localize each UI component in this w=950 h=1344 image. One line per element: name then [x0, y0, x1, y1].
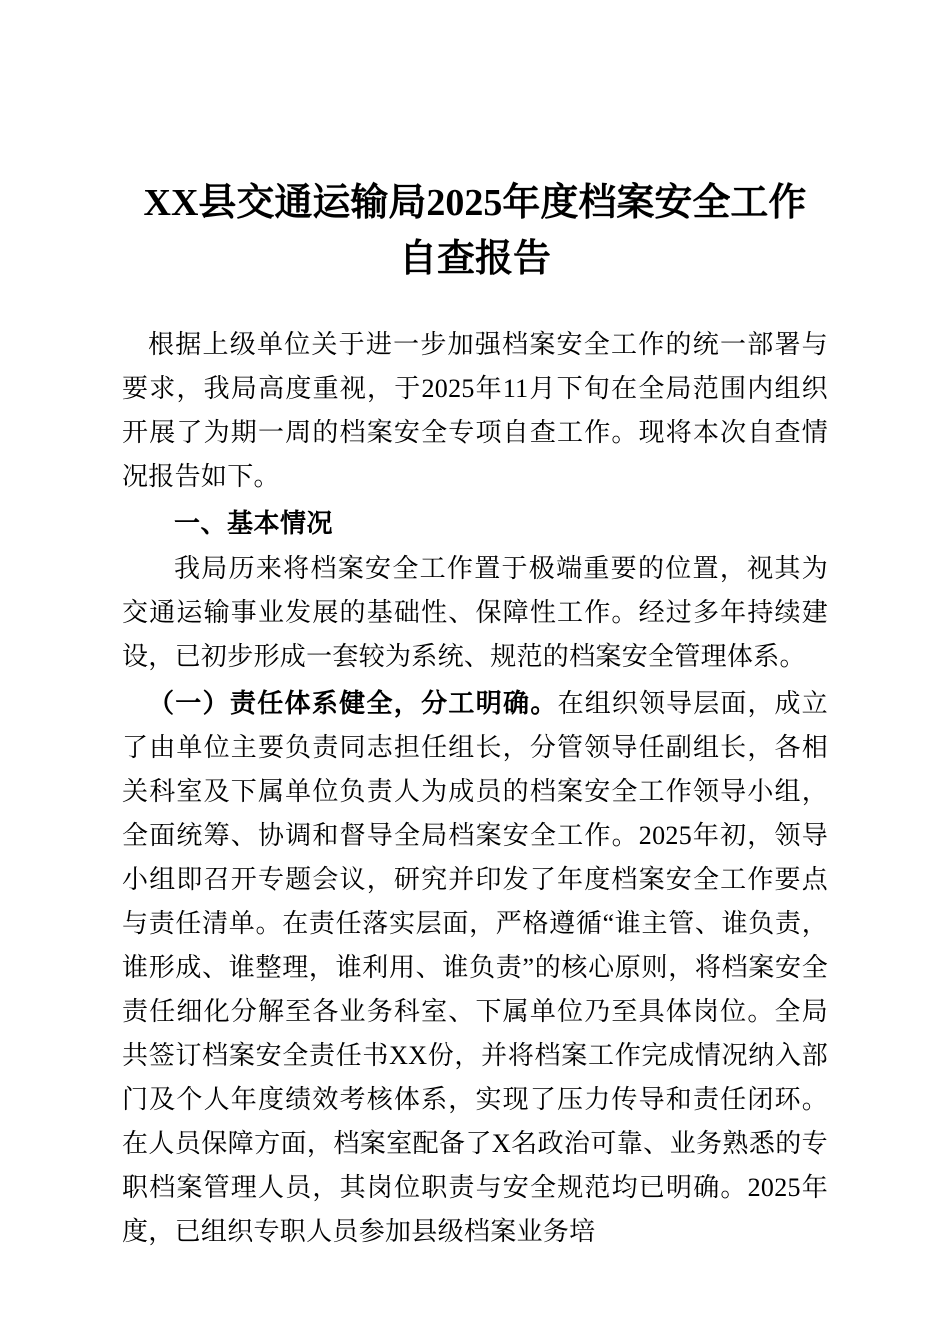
paragraph-text: 一、基本情况 — [174, 508, 334, 538]
paragraph — [122, 681, 828, 1254]
paragraph-text: 在组织领导层面，成立了由单位主要负责同志担任组长，分管领导任副组长，各相关科室及下属单位负责人为成员的档案安全工作领导小组，全面统筹、协调和督导全局档案安全工作。2025年初，领导小组即召开专题会议，研究并印发了年度档案安全工作要点与责任清单。在责任落实层面，严格遵循“谁主管、谁负责，谁形成、谁整理，谁利用、谁负责”的核心原则，将档案安全责任细化分解至各业务科室、下属单位乃至具体岗位。全局共签订档案安全责任书XX份，并将档案工作完成情况纳入部门及个人年度绩效考核体系，实现了压力传导和责任闭环。在人员保障方面，档案室配备了X名政治可靠、业务熟悉的专职档案管理人员，其岗位职责与安全规范均已明确。2025年度，已组织专职人员参加县级档案业务培 — [122, 689, 828, 1246]
paragraph-text: 我局历来将档案安全工作置于极端重要的位置，视其为交通运输事业发展的基础性、保障性工作。经过多年持续建设，已初步形成一套较为系统、规范的档案安全管理体系。 — [122, 554, 828, 671]
section-heading — [122, 501, 828, 545]
paragraph-text: 根据上级单位关于进一步加强档案安全工作的统一部署与要求，我局高度重视，于2025年11月下旬在全局范围内组织开展了为期一周的档案安全专项自查工作。现将本次自查情况报告如下。 — [122, 330, 828, 491]
document-title-line-2: 自查报告 — [398, 238, 551, 280]
paragraph — [122, 323, 828, 499]
paragraph — [122, 547, 828, 679]
document-body — [122, 323, 828, 1254]
document-title-line-1: XX县交通运输局2025年度档案安全工作 — [143, 182, 807, 224]
paragraph-lead: （一）责任体系健全，分工明确。 — [148, 688, 558, 718]
document-title — [122, 175, 828, 287]
